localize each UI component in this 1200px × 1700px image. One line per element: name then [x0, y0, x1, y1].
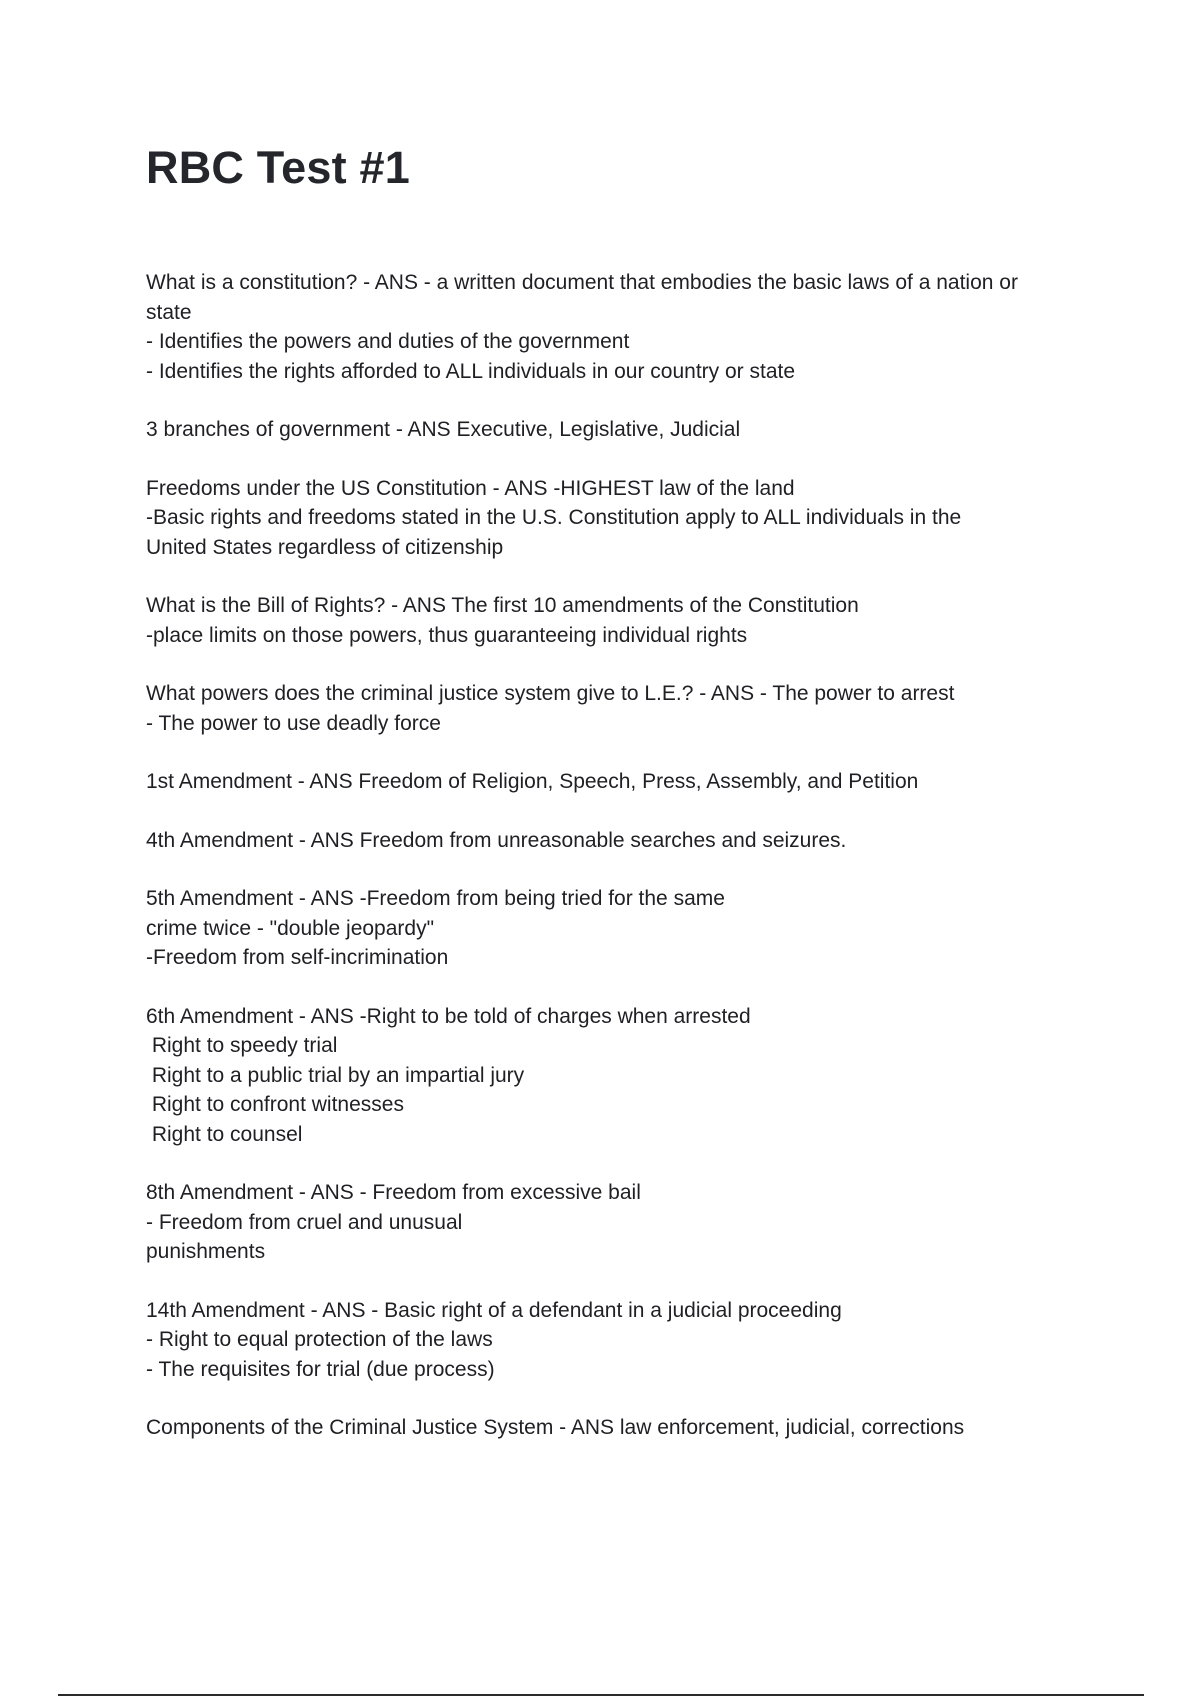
qa-entry: [146, 268, 1086, 386]
qa-entry: [146, 884, 1086, 973]
qa-line: 8th Amendment - ANS - Freedom from excessive bail: [146, 1181, 641, 1204]
qa-line: 1st Amendment - ANS Freedom of Religion, Speech, Press, Assembly, and Petition: [146, 770, 919, 793]
qa-line: - Identifies the rights afforded to ALL individuals in our country or state: [146, 359, 796, 383]
qa-line: What is the Bill of Rights? - ANS The first 10 amendments of the Constitution: [146, 594, 859, 617]
qa-entry: [146, 1413, 1086, 1443]
qa-line: What is a constitution? - ANS - a written document that embodies the basic laws of a nation or: [146, 271, 1018, 294]
qa-entry: [146, 1002, 1086, 1150]
qa-line: Components of the Criminal Justice System - ANS law enforcement, judicial, corrections: [146, 1416, 965, 1439]
page-title: RBC Test #1: [146, 142, 410, 193]
qa-line: - Freedom from cruel and unusual: [146, 1210, 463, 1234]
qa-entry: [146, 679, 1086, 738]
qa-line: What powers does the criminal justice system give to L.E.? - ANS - The power to arrest: [146, 682, 955, 705]
qa-line: - Right to equal protection of the laws: [146, 1328, 493, 1351]
qa-line: - Identifies the powers and duties of the government: [146, 330, 630, 353]
qa-entry: [146, 767, 1086, 797]
qa-line: Right to counsel: [146, 1122, 303, 1146]
qa-line: punishments: [146, 1240, 266, 1263]
qa-entry: [146, 474, 1086, 563]
qa-line: 3 branches of government - ANS Executive, Legislative, Judicial: [146, 418, 741, 441]
qa-entry: [146, 1178, 1086, 1267]
qa-line: Right to a public trial by an impartial jury: [146, 1063, 525, 1087]
qa-entry: [146, 1296, 1086, 1385]
qa-line: 14th Amendment - ANS - Basic right of a defendant in a judicial proceeding: [146, 1298, 842, 1322]
qa-line: Right to speedy trial: [146, 1034, 338, 1057]
qa-entry: [146, 415, 1086, 445]
qa-line: Right to confront witnesses: [146, 1093, 404, 1116]
qa-line: 5th Amendment - ANS -Freedom from being tried for the same: [146, 887, 725, 910]
qa-entry: [146, 591, 1086, 650]
qa-line: state: [146, 300, 192, 324]
qa-line: crime twice - "double jeopardy": [146, 916, 435, 940]
qa-line: -Basic rights and freedoms stated in the U.S. Constitution apply to ALL individuals in the: [146, 506, 962, 529]
qa-line: -Freedom from self-incrimination: [146, 946, 449, 969]
qa-line: Freedoms under the US Constitution - ANS -HIGHEST law of the land: [146, 476, 795, 500]
qa-line: 4th Amendment - ANS Freedom from unreasonable searches and seizures.: [146, 828, 847, 852]
qa-line: United States regardless of citizenship: [146, 535, 504, 559]
qa-line: 6th Amendment - ANS -Right to be told of charges when arrested: [146, 1004, 751, 1028]
qa-line: -place limits on those powers, thus guaranteeing individual rights: [146, 623, 748, 647]
qa-line: - The power to use deadly force: [146, 711, 441, 735]
qa-entry: [146, 826, 1086, 856]
footer-divider: [58, 1694, 1144, 1696]
qa-line: - The requisites for trial (due process): [146, 1357, 495, 1381]
qa-list: [146, 268, 1086, 1472]
